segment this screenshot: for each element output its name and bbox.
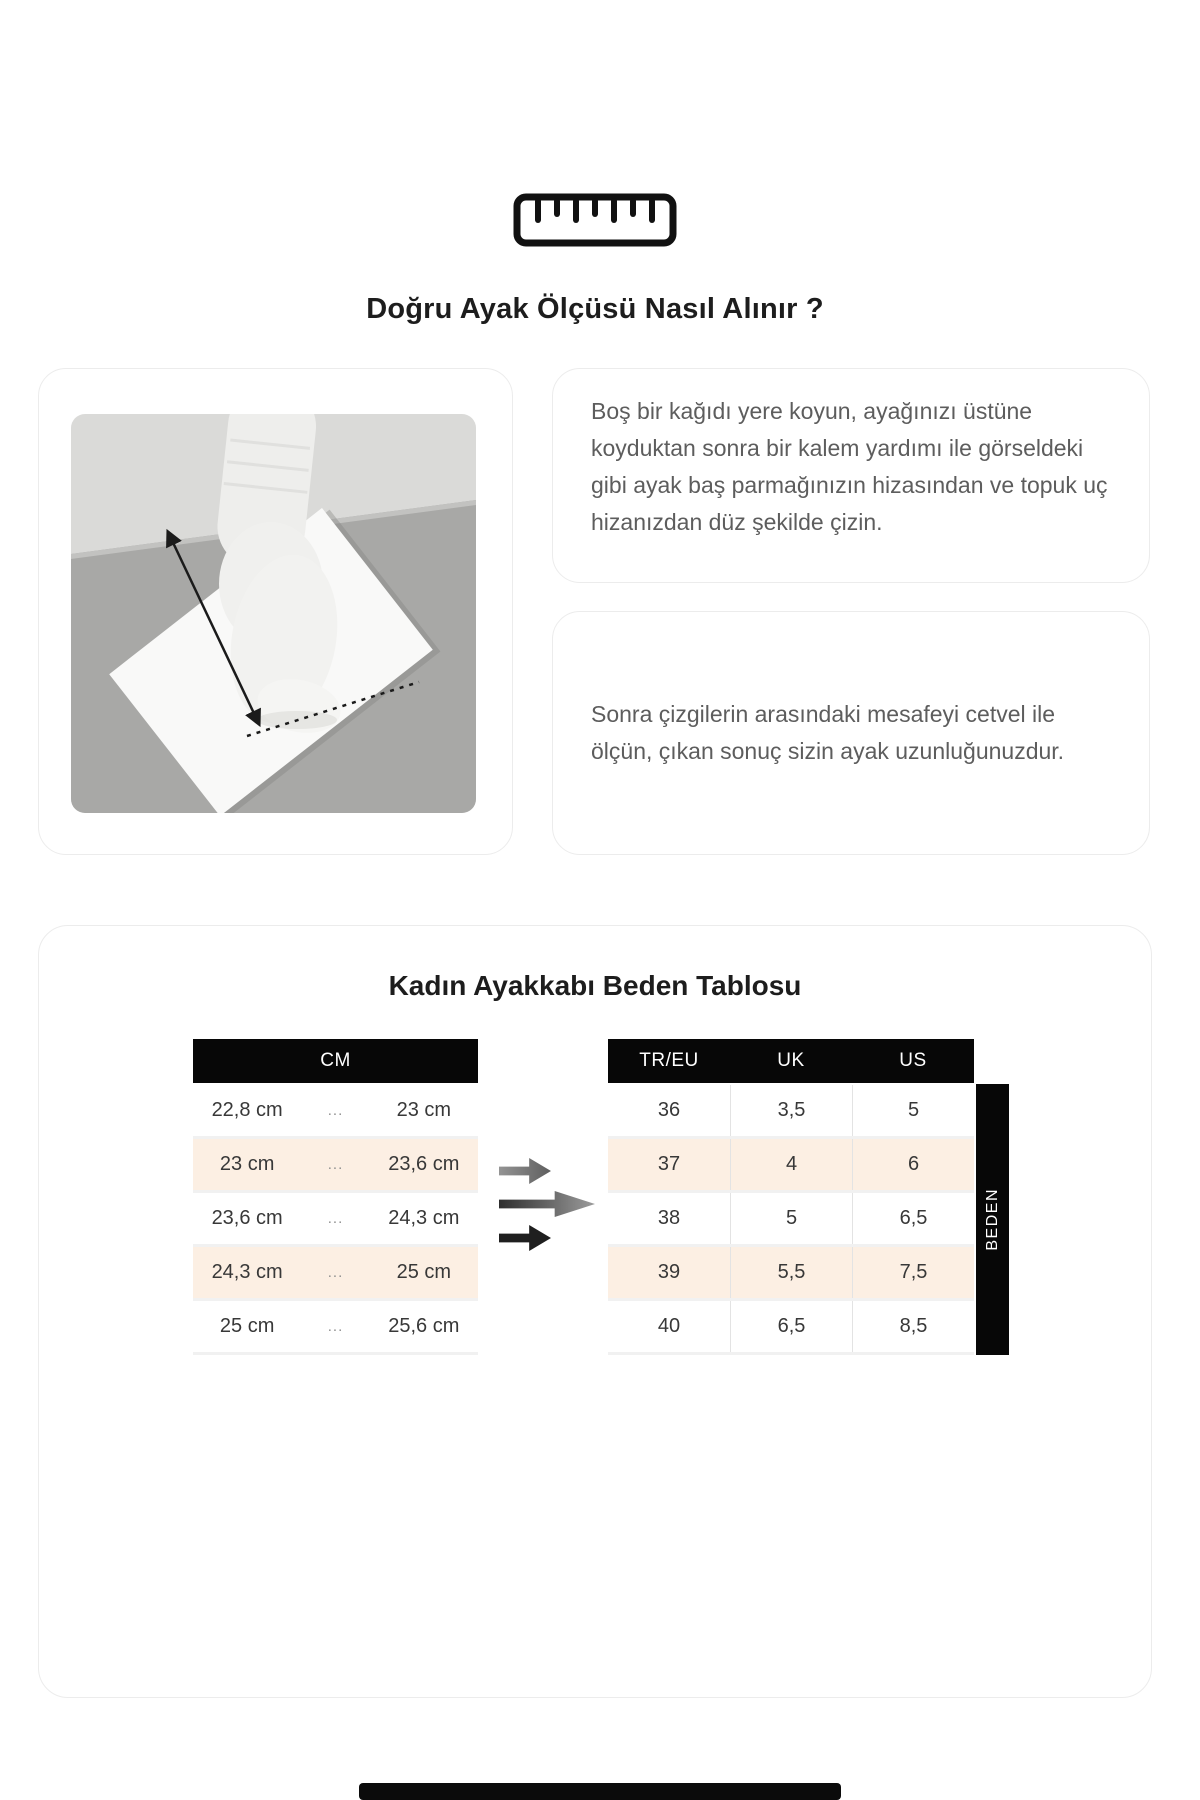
- instructions-column: [552, 368, 1150, 855]
- conversion-arrows: [499, 1158, 595, 1251]
- size-value: 38: [657, 1207, 681, 1229]
- cm-row: [193, 1139, 478, 1193]
- cm-value: 25,6 cm: [388, 1315, 460, 1337]
- cm-value: 23 cm: [396, 1099, 452, 1121]
- size-value: 4: [730, 1139, 852, 1190]
- size-row: [608, 1301, 974, 1355]
- size-value: 3,5: [730, 1085, 852, 1136]
- measure-guide-title: Doğru Ayak Ölçüsü Nasıl Alınır ?: [366, 293, 824, 325]
- size-value: 6,5: [730, 1301, 852, 1352]
- range-separator: ...: [327, 1156, 344, 1173]
- conversion-table: [608, 1039, 974, 1355]
- instruction-step-1-text: Boş bir kağıdı yere koyun, ayağınızı üstüne koyduktan sonra bir kalem yardımı ile görseldeki gibi ayak baş parmağınızın hizasından ve topuk uç hizanızdan düz şekilde çizin.: [591, 398, 1108, 535]
- measure-guide-row: [38, 368, 1152, 855]
- cm-table-header: CM: [193, 1039, 478, 1083]
- size-value: 5: [852, 1085, 974, 1136]
- size-chart-title: Kadın Ayakkabı Beden Tablosu: [388, 970, 802, 1001]
- instruction-step-1: [552, 368, 1150, 583]
- range-separator: ...: [327, 1318, 344, 1335]
- beden-side-bar: [976, 1084, 1009, 1355]
- cm-table: [193, 1039, 478, 1355]
- size-row: [608, 1193, 974, 1247]
- size-row: [608, 1085, 974, 1139]
- size-value: 5,5: [730, 1247, 852, 1298]
- size-value: 6: [852, 1139, 974, 1190]
- range-separator: ...: [327, 1264, 344, 1281]
- size-value: 7,5: [852, 1247, 974, 1298]
- size-row: [608, 1247, 974, 1301]
- cm-value: 25 cm: [396, 1261, 452, 1283]
- conversion-table-header: [608, 1039, 974, 1083]
- foot-photo-card: [38, 368, 513, 855]
- range-separator: ...: [327, 1102, 344, 1119]
- conversion-header-cell: TR/EU: [639, 1050, 699, 1071]
- cm-value: 22,8 cm: [211, 1099, 283, 1121]
- arrow-right-icon: [499, 1191, 595, 1217]
- size-value: 37: [657, 1153, 681, 1175]
- cm-row: [193, 1301, 478, 1355]
- cm-table-body: [193, 1085, 478, 1355]
- size-value: 6,5: [852, 1193, 974, 1244]
- size-value: 39: [657, 1261, 681, 1283]
- instruction-step-2-text: Sonra çizgilerin arasındaki mesafeyi cetvel ile ölçün, çıkan sonuç sizin ayak uzunluğunuzdur.: [591, 701, 1065, 764]
- size-row: [608, 1139, 974, 1193]
- cm-row: [193, 1247, 478, 1301]
- instruction-step-2: [552, 611, 1150, 855]
- conversion-header-cell: UK: [777, 1050, 805, 1071]
- size-value: 5: [730, 1193, 852, 1244]
- cm-value: 23,6 cm: [211, 1207, 283, 1229]
- cm-value: 24,3 cm: [211, 1261, 283, 1283]
- size-chart-card: [38, 925, 1152, 1698]
- cm-value: 23 cm: [219, 1153, 275, 1175]
- cm-row: [193, 1085, 478, 1139]
- arrow-right-icon: [499, 1225, 551, 1251]
- size-value: 8,5: [852, 1301, 974, 1352]
- conversion-table-body: [608, 1085, 974, 1355]
- cm-row: [193, 1193, 478, 1247]
- size-value: 40: [657, 1315, 681, 1337]
- ruler-icon: [38, 193, 1152, 247]
- foot-photo: [71, 414, 476, 813]
- cm-value: 23,6 cm: [388, 1153, 460, 1175]
- range-separator: ...: [327, 1210, 344, 1227]
- page-content: [38, 0, 1152, 1698]
- cm-value: 25 cm: [219, 1315, 275, 1337]
- home-indicator[interactable]: [359, 1783, 841, 1800]
- arrow-right-icon: [499, 1158, 551, 1184]
- cm-value: 24,3 cm: [388, 1207, 460, 1229]
- size-value: 36: [657, 1099, 681, 1121]
- beden-side-label: BEDEN: [983, 1188, 1001, 1251]
- conversion-header-cell: US: [899, 1050, 927, 1071]
